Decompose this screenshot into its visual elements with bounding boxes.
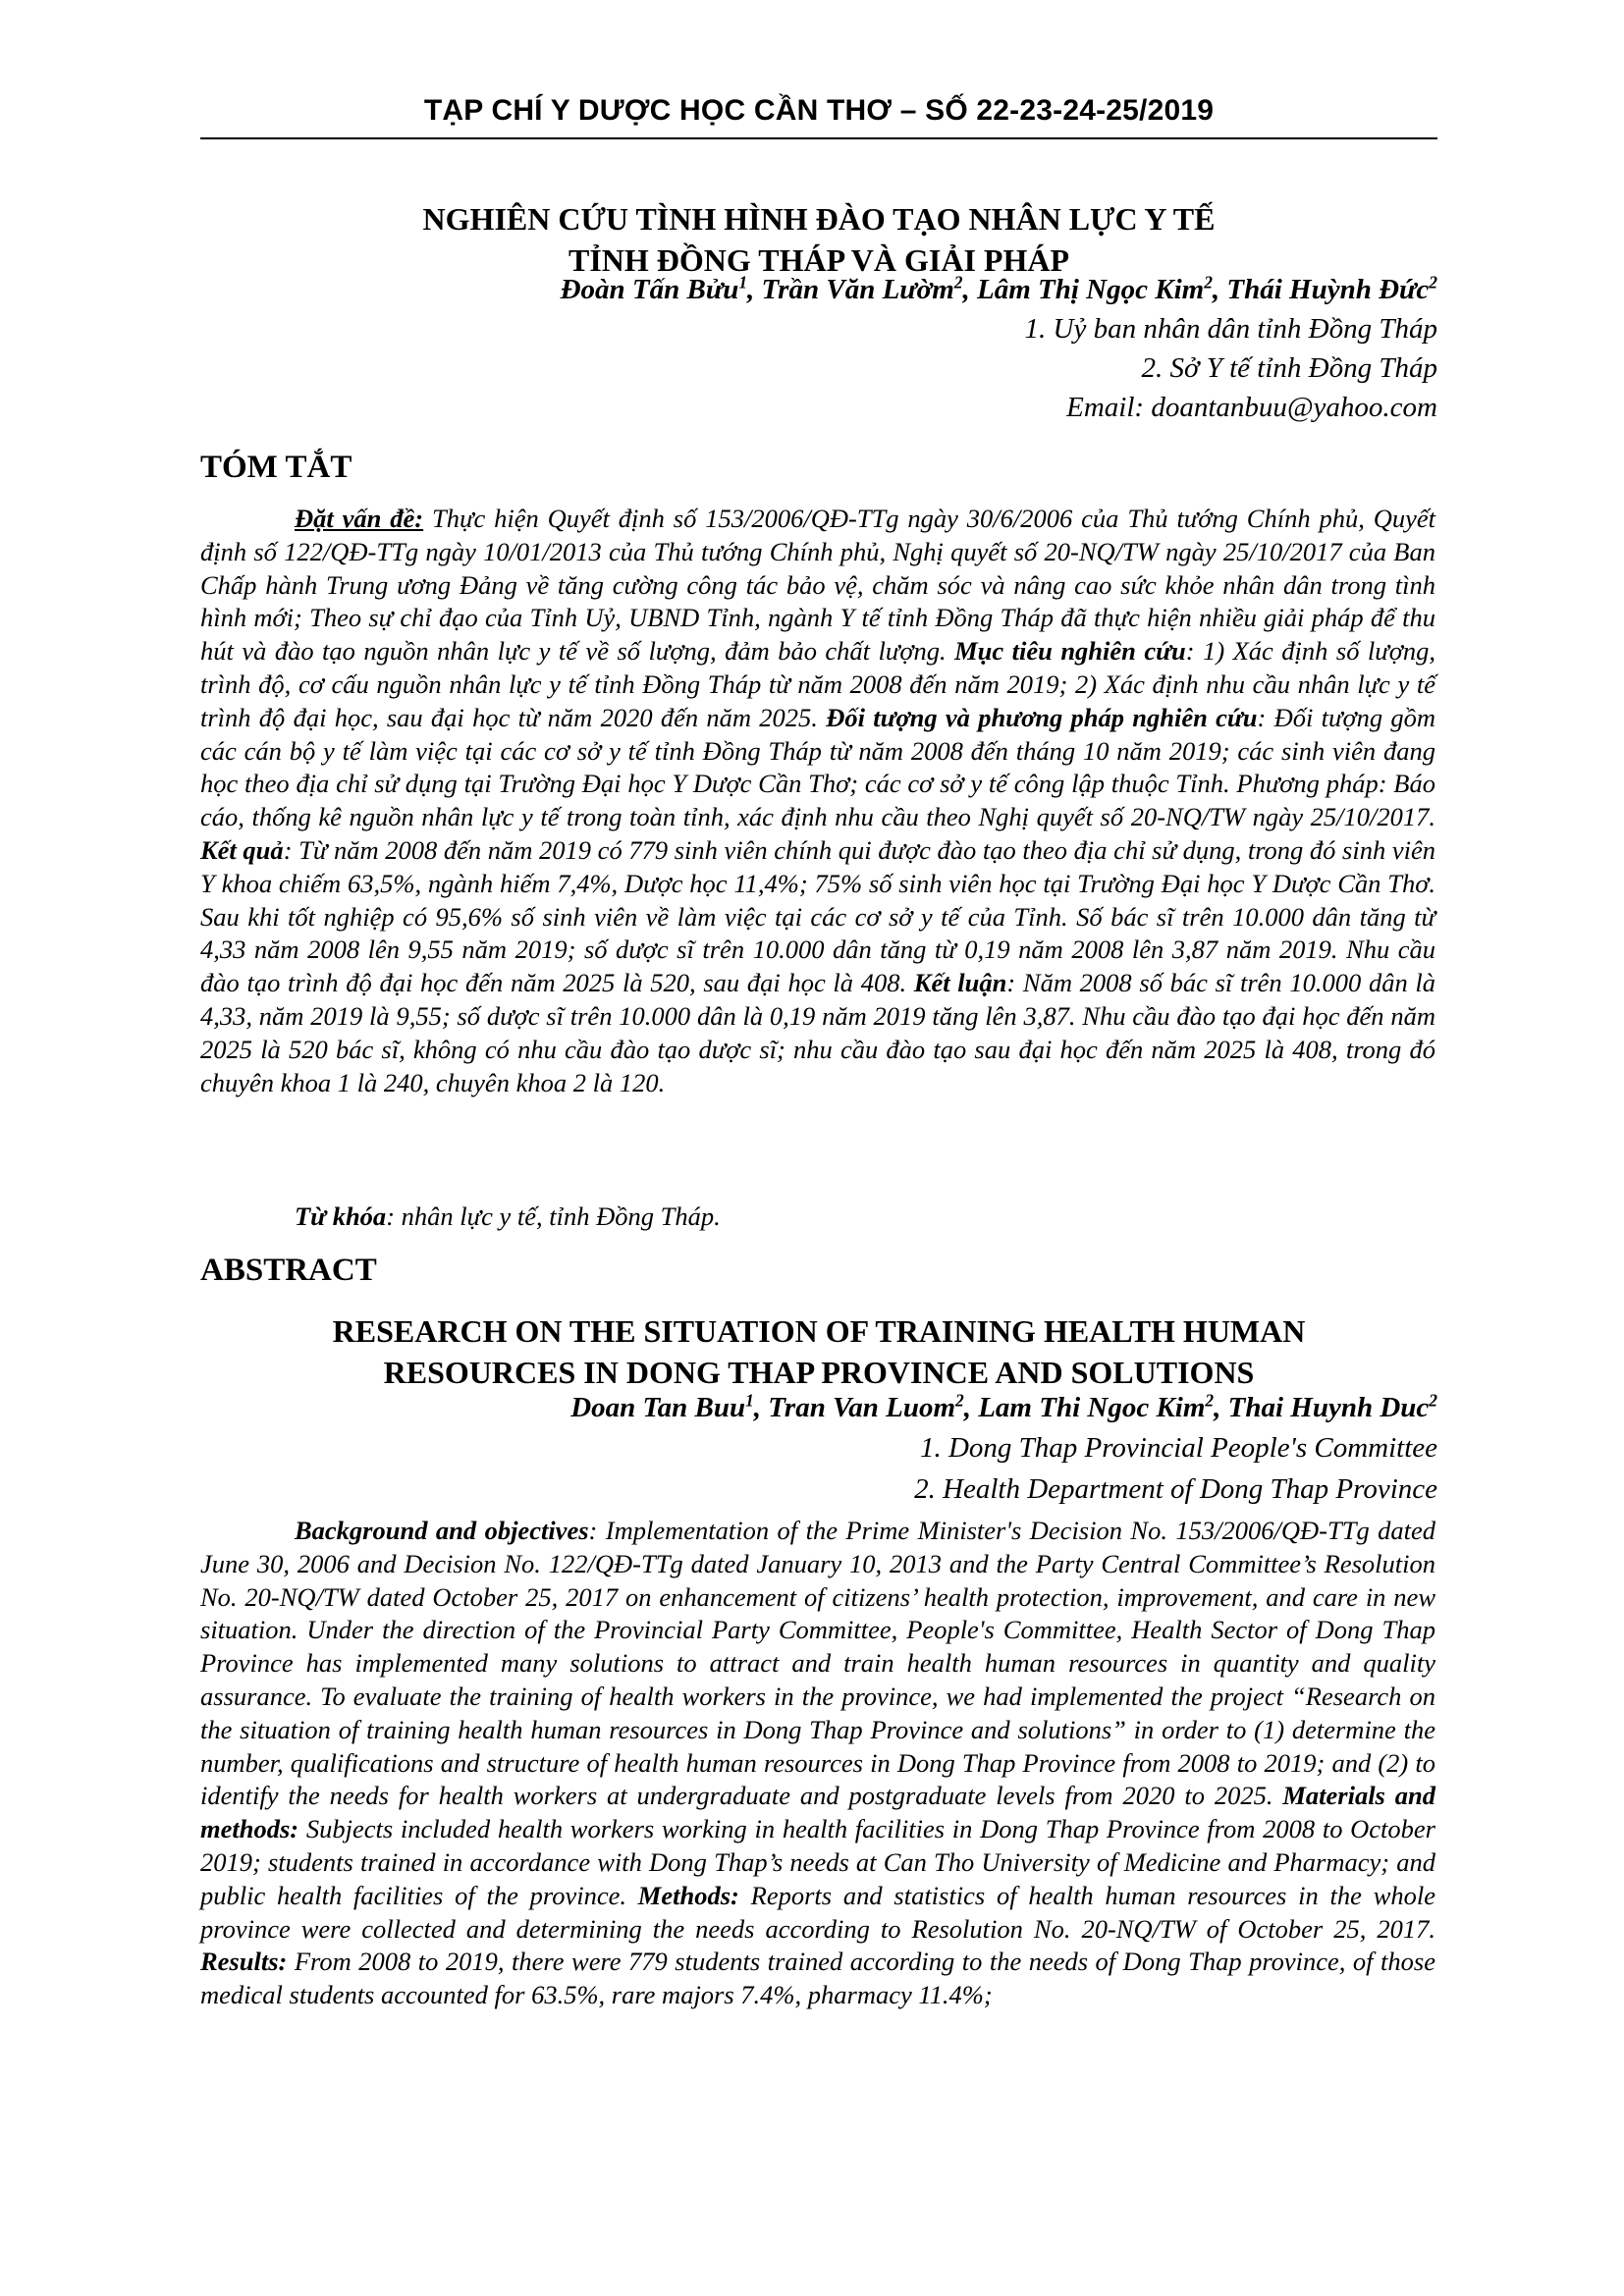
en-title-line-1: RESEARCH ON THE SITUATION OF TRAINING HEALTH HUMAN <box>332 1313 1306 1349</box>
vn-author-4: Thái Huỳnh Đức$^2$ <box>1226 272 1437 305</box>
vn-author-3: Lâm Thị Ngọc Kim$^2$ <box>976 272 1213 305</box>
en-abstract-paragraph <box>200 1515 1435 2012</box>
en-author-2: Tran Van Luom$^2$ <box>768 1390 964 1423</box>
vn-keywords-label: Từ khóa <box>295 1201 387 1231</box>
vn-conclusion-text: : Năm 2008 số bác sĩ trên 10.000 dân là 4,33, năm 2019 là 9,55; số dược sĩ trên 10.000 dân là 0,19 năm 2019 tăng lên 3,87. Nhu cầu đào tạo đại học đến năm 2025 là 520 bác sĩ, không có nhu cầu đào tạo dược sĩ; nhu cầu đào tạo sau đại học đến năm 2025 là 408, trong đó chuyên khoa 1 là 240, chuyên khoa 2 là 120. <box>200 968 1436 1097</box>
en-authors: Doan Tan Buu$^1$, Tran Van Luom$^2$, Lam Thi Ngoc Kim$^2$, Thai Huynh Duc$^2$ <box>570 1390 1437 1423</box>
vn-keywords-text: : nhân lực y tế, tỉnh Đồng Tháp. <box>386 1201 721 1231</box>
en-materials-label: Materials and methods: <box>200 1781 1435 1844</box>
en-methods-label: Methods: <box>637 1880 739 1910</box>
en-author-1: Doan Tan Buu$^1$ <box>570 1390 754 1423</box>
en-affiliation-1: 1. Dong Thap Provincial People's Committee <box>919 1432 1437 1464</box>
en-author-4: Thai Huynh Duc$^2$ <box>1227 1390 1437 1423</box>
journal-header: TẠP CHÍ Y DƯỢC HỌC CẦN THƠ – SỐ 22-23-24-25/2019 <box>423 94 1215 127</box>
vn-results-text: : Từ năm 2008 đến năm 2019 có 779 sinh viên chính qui được đào tạo theo địa chỉ sử dụng, trong đó sinh viên Y khoa chiếm 63,5%, ngành hiếm 7,4%, Dược học 11,4%; 75% số sinh viên học tại Trường Đại học Y Dược Cần Thơ. Sau khi tốt nghiệp có 95,6% số sinh viên về làm việc tại các cơ sở y tế của Tỉnh. Số bác sĩ trên 10.000 dân tăng từ 4,33 năm 2008 lên 9,55 năm 2019; số dược sĩ trên 10.000 dân tăng từ 0,19 năm 2008 lên 3,87 năm 2019. Nhu cầu đào tạo trình độ đại học đến năm 2025 là 520, sau đại học là 408. <box>200 834 1436 998</box>
vn-authors: Đoàn Tấn Bửu$^1$, Trần Văn Lườm$^2$, Lâm Thị Ngọc Kim$^2$, Thái Huỳnh Đức$^2$ <box>560 272 1437 305</box>
vn-email: Email: doantanbuu@yahoo.com <box>1066 392 1437 423</box>
vn-methods-text: : Đối tượng gồm các cán bộ y tế làm việc tại các cơ sở y tế tỉnh Đồng Tháp từ năm 2008 đến tháng 10 năm 2019; các sinh viên đang học theo địa chỉ sử dụng tại Trường Đại học Y Dược Cần Thơ; các cơ sở y tế công lập thuộc Tỉnh. Phương pháp: Báo cáo, thống kê nguồn nhân lực y tế trong toàn tỉnh, xác định nhu cầu theo Nghị quyết số 20-NQ/TW ngày 25/10/2017. <box>200 702 1436 832</box>
vn-conclusion-label: Kết luận <box>913 968 1007 998</box>
en-results-label: Results: <box>200 1947 288 1977</box>
vn-affiliation-2: 2. Sở Y tế tỉnh Đồng Tháp <box>1141 352 1437 384</box>
en-author-3: Lam Thi Ngoc Kim$^2$ <box>978 1390 1215 1423</box>
vn-author-2: Trần Văn Lườm$^2$ <box>761 272 963 305</box>
en-title-line-2: RESOURCES IN DONG THAP PROVINCE AND SOLUTIONS <box>383 1355 1255 1390</box>
en-materials-text: Subjects included health workers working in health facilities in Dong Thap Province from 2008 to October 2019; students trained in accordance with Dong Thap’s needs at Can Tho University of Medicine and Pharmacy; and public health facilities of the province. <box>200 1814 1435 1910</box>
en-background-label: Background and objectives <box>295 1516 589 1545</box>
vn-methods-label: Đối tượng và phương pháp nghiên cứu <box>826 702 1258 732</box>
vn-abstract-paragraph <box>200 503 1435 1099</box>
vn-background-label: Đặt vấn đề: <box>295 504 424 533</box>
en-title <box>200 1310 1437 1393</box>
vn-title <box>200 198 1437 281</box>
vn-objectives-label: Mục tiêu nghiên cứu <box>954 636 1186 667</box>
en-results-text: From 2008 to 2019, there were 779 students trained according to the needs of Dong Thap province, of those medical students accounted for 63.5%, rare majors 7.4%, pharmacy 11.4%; <box>200 1947 1435 2010</box>
en-affiliation-2: 2. Health Department of Dong Thap Province <box>914 1473 1437 1505</box>
abstract-heading: ABSTRACT <box>200 1253 377 1288</box>
header-rule <box>200 137 1437 139</box>
vn-author-1: Đoàn Tấn Bửu$^1$ <box>560 272 748 305</box>
vn-title-line-1: NGHIÊN CỨU TÌNH HÌNH ĐÀO TẠO NHÂN LỰC Y TẾ <box>422 201 1216 237</box>
summary-heading: TÓM TẮT <box>200 450 352 485</box>
en-methods-text: Reports and statistics of health human resources in the whole province were collected and determining the needs according to Resolution No. 20-NQ/TW of October 25, 2017. <box>200 1880 1435 1944</box>
vn-keywords <box>200 1201 1435 1234</box>
vn-title-line-2: TỈNH ĐỒNG THÁP VÀ GIẢI PHÁP <box>568 242 1069 278</box>
vn-background-text: Thực hiện Quyết định số 153/2006/QĐ-TTg ngày 30/6/2006 của Thủ tướng Chính phủ, Quyết định số 122/QĐ-TTg ngày 10/01/2013 của Thủ tướng Chính phủ, Nghị quyết số 20-NQ/TW ngày 25/10/2017 của Ban Chấp hành Trung ương Đảng về tăng cường công tác bảo vệ, chăm sóc và nâng cao sức khỏe nhân dân trong tình hình mới; Theo sự chỉ đạo của Tỉnh Uỷ, UBND Tỉnh, ngành Y tế tỉnh Đồng Tháp đã thực hiện nhiều giải pháp để thu hút và đào tạo nguồn nhân lực y tế về số lượng, đảm bảo chất lượng. <box>200 504 1435 667</box>
en-background-text: : Implementation of the Prime Minister's Decision No. 153/2006/QĐ-TTg dated June 30, 2006 and Decision No. 122/QĐ-TTg dated January 10, 2013 and the Party Central Committee’s Resolution No. 20-NQ/TW dated October 25, 2017 on enhancement of citizens’ health protection, improvement, and care in new situation. Under the direction of the Provincial Party Committee, People's Committee, Health Sector of Dong Thap Province has implemented many solutions to attract and train health human resources in quantity and quality assurance. To evaluate the training of health workers in the province, we had implemented the project “Research on the situation of training health human resources in Dong Thap Province and solutions” in order to (1) determine the number, qualifications and structure of health human resources in Dong Thap Province from 2008 to 2019; and (2) to identify the needs for health workers at undergraduate and postgraduate levels from 2020 to 2025. <box>200 1516 1435 1811</box>
vn-affiliation-1: 1. Uỷ ban nhân dân tỉnh Đồng Tháp <box>1024 313 1437 345</box>
vn-results-label: Kết quả <box>200 834 284 865</box>
vn-objectives-text: : 1) Xác định số lượng, trình độ, cơ cấu nguồn nhân lực y tế tỉnh Đồng Tháp từ năm 2008 đến năm 2019; 2) Xác định nhu cầu nhân lực y tế trình độ đại học, sau đại học từ năm 2020 đến năm 2025. <box>200 636 1435 732</box>
